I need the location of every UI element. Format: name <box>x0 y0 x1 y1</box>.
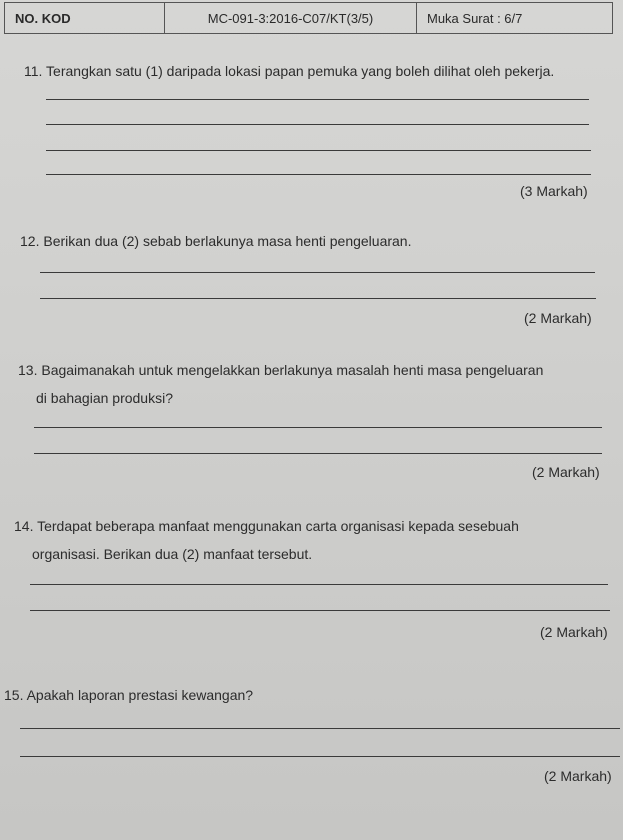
answer-line[interactable] <box>30 610 610 611</box>
question-14-text-line1: 14. Terdapat beberapa manfaat menggunakan carta organisasi kepada sesebuah <box>14 518 519 534</box>
answer-line[interactable] <box>34 453 602 454</box>
answer-line[interactable] <box>34 427 602 428</box>
question-13 <box>18 359 618 409</box>
question-11-text: 11. Terangkan satu (1) daripada lokasi papan pemuka yang boleh dilihat oleh pekerja. <box>24 63 555 79</box>
question-12 <box>20 230 610 252</box>
question-15 <box>4 684 604 706</box>
question-14-marks: (2 Markah) <box>540 624 608 640</box>
question-13-marks: (2 Markah) <box>532 464 600 480</box>
answer-line[interactable] <box>46 99 589 100</box>
answer-line[interactable] <box>46 124 589 125</box>
question-13-text-line2: di bahagian produksi? <box>36 390 173 406</box>
answer-line[interactable] <box>20 756 620 757</box>
answer-line[interactable] <box>30 584 608 585</box>
header-page-number: Muka Surat : 6/7 <box>427 10 523 26</box>
answer-line[interactable] <box>40 298 596 299</box>
question-11-marks: (3 Markah) <box>520 183 588 199</box>
header-code: MC-091-3:2016-C07/KT(3/5) <box>165 3 417 33</box>
question-13-text-line1: 13. Bagaimanakah untuk mengelakkan berlakunya masalah henti masa pengeluaran <box>18 362 544 378</box>
question-12-text: 12. Berikan dua (2) sebab berlakunya masa henti pengeluaran. <box>20 233 412 249</box>
question-14-text-line2: organisasi. Berikan dua (2) manfaat tersebut. <box>32 546 313 562</box>
header-kod: NO. KOD <box>5 3 165 33</box>
answer-line[interactable] <box>40 272 595 273</box>
header-table <box>4 2 613 34</box>
answer-line[interactable] <box>46 174 591 175</box>
question-14 <box>14 515 619 565</box>
answer-line[interactable] <box>20 728 620 729</box>
question-15-marks: (2 Markah) <box>544 768 612 784</box>
question-12-marks: (2 Markah) <box>524 310 592 326</box>
question-15-text: 15. Apakah laporan prestasi kewangan? <box>4 687 254 703</box>
answer-line[interactable] <box>46 150 591 151</box>
question-11 <box>24 60 614 82</box>
